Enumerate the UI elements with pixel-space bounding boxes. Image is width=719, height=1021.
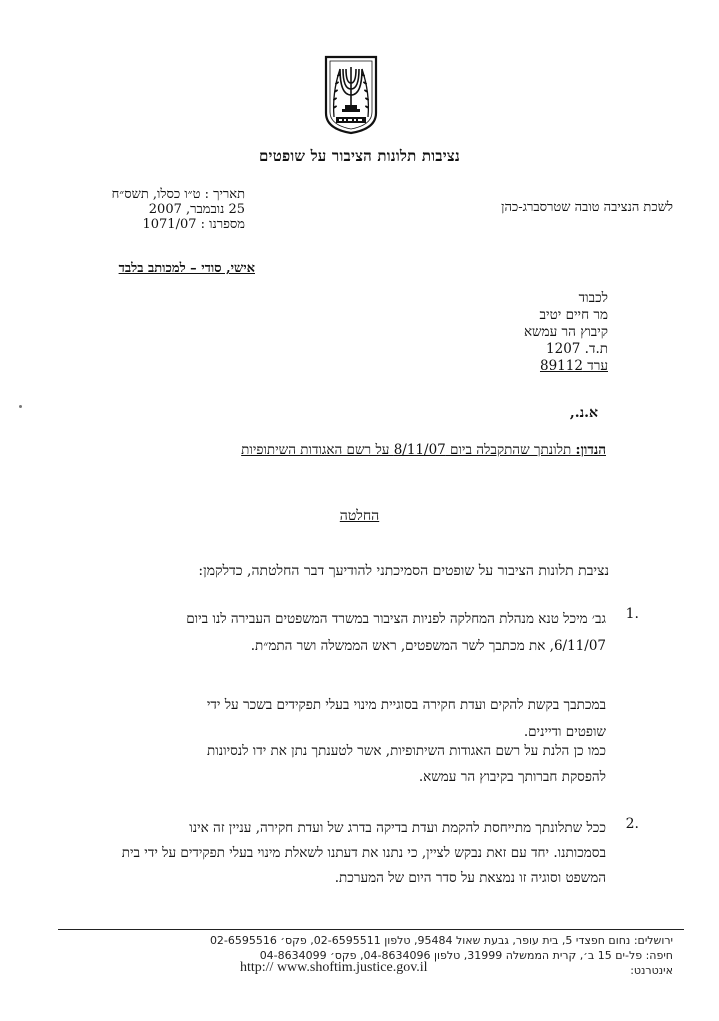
footer-jerusalem-address: ירושלים: נחום חפצדי 5, בית עופר, גבעת שאול 95484, טלפון 02-6595511, פקס׳ 02-6595516 — [209, 934, 673, 947]
office-line: לשכת הנציבה טובה שטרסברג-כהן — [501, 200, 673, 215]
paragraph-line: גב׳ מיכל טנא מנהלת המחלקה לפניות הציבור במשרד המשפטים העבירה לנו ביום — [186, 611, 606, 627]
paragraph-line: להפסקת חברותך בקיבוץ הר עמשא. — [418, 769, 606, 785]
state-emblem-icon — [322, 55, 380, 135]
confidential-notice: אישי, סודי – למכותב בלבד — [118, 261, 255, 276]
intro-text: נציבת תלונות הציבור על שופטים הסמיכתני להודיעך דבר החלטתה, כדלקמן: — [198, 563, 609, 579]
greeting: א.נ., — [569, 405, 598, 421]
hebrew-date: תאריך : ט״ו כסלו, תשס״ח — [111, 187, 245, 202]
office-title: נציבות תלונות הציבור על שופטים — [259, 147, 460, 165]
recipient-honorific: לכבוד — [578, 290, 608, 306]
paragraph — [86, 738, 606, 790]
footer-website-url: http:// www.shoftim.justice.gov.il — [240, 960, 428, 975]
subject-label: הנדון: — [575, 442, 606, 458]
subject-line — [241, 442, 606, 458]
reference-number: מספרנו : 1071/07 — [142, 217, 245, 232]
scan-speck — [19, 405, 22, 408]
paragraph-line: בסמכותנו. יחד עם זאת נבקש לציין, כי נתנו את דעתנו לשאלת מינוי בעלי תפקידים על ידי בית — [121, 845, 606, 861]
paragraph-line: שופטים ודיינים. — [523, 724, 606, 740]
footer-divider — [58, 929, 684, 930]
recipient-city: ערד 89112 — [539, 358, 608, 374]
paragraph-line: המשפט וסוגיה זו נמצאת על סדר היום של המערכת. — [334, 870, 606, 886]
letter-meta — [112, 187, 245, 232]
decision-heading: החלטה — [339, 508, 380, 524]
paragraph-line: ככל שתלונתך מתייחסת להקמת ועדת בדיקה בדרג של ועדת חקירה, עניין זה אינו — [189, 820, 606, 836]
recipient-address: קיבוץ הר עמשא — [523, 324, 608, 340]
recipient-name: מר חיים יטיב — [539, 307, 608, 323]
recipient-block — [524, 290, 608, 375]
gregorian-date: 25 נובמבר, 2007 — [148, 202, 245, 217]
subject-text: תלונתך שהתקבלה ביום 8/11/07 על רשם האגודות השיתופיות — [241, 442, 576, 458]
paragraph-line: כמו כן הלנת על רשם האגודות השיתופיות, אשר לטענתך נתן את ידו לנסיונות — [207, 743, 606, 759]
paragraph-number: 1. — [625, 606, 639, 622]
footer-internet-label: אינטרנט: — [630, 964, 673, 977]
paragraph-line: 6/11/07, את מכתבך לשר המשפטים, ראש הממשלה ושר התמ״ת. — [250, 638, 606, 654]
paragraph-line: במכתבך בקשת להקים ועדת חקירה בסוגיית מינוי בעלי תפקידים בשכר על ידי — [206, 697, 606, 713]
recipient-pobox: ת.ד. 1207 — [546, 341, 608, 357]
paragraph — [86, 606, 606, 660]
paragraph — [86, 816, 606, 891]
footer-haifa-address: חיפה: פל-ים 15 ב׳, קרית הממשלה 31999, טלפון 04-8634096, פקס׳ 04-8634099 — [259, 949, 673, 962]
paragraph-number: 2. — [625, 816, 639, 832]
